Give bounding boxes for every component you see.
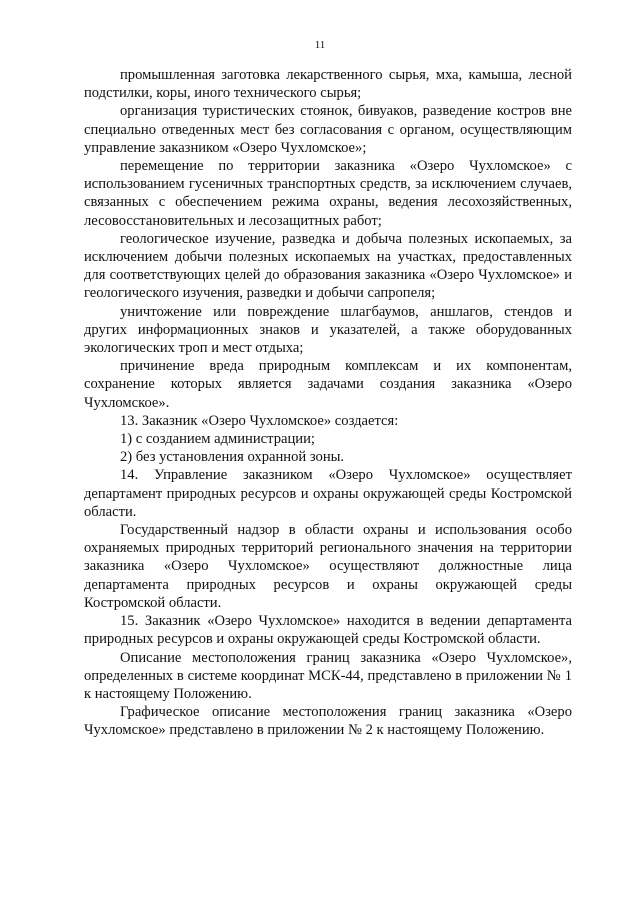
paragraph-graphic-description: Графическое описание местоположения границ заказника «Озеро Чухломское» представлено в приложении № 2 к настоящему Положению.	[84, 704, 572, 739]
paragraph-natural-harm: причинение вреда природным комплексам и их компонентам, сохранение которых является задачами создания заказника «Озеро Чухломское».	[84, 358, 572, 411]
paragraph-item-13: 13. Заказник «Озеро Чухломское» создается:	[120, 412, 399, 429]
paragraph-harvesting: промышленная заготовка лекарственного сырья, мха, камыша, лесной подстилки, коры, иного технического сырья;	[84, 67, 572, 102]
paragraph-boundary-description: Описание местоположения границ заказника «Озеро Чухломское», определенных в системе координат МСК-44, представлено в приложении № 1 к настоящему Положению.	[84, 649, 572, 702]
paragraph-state-supervision: Государственный надзор в области охраны и использования особо охраняемых природных территорий регионального значения на территории заказника «Озеро Чухломское» осуществляют должностные лица департамента природных ресурсов и охраны окружающей среды Костромской области.	[84, 522, 572, 611]
paragraph-item-15: 15. Заказник «Озеро Чухломское» находится в ведении департамента природных ресурсов и охраны окружающей среды Костромской области.	[84, 613, 572, 648]
paragraph-sign-damage: уничтожение или повреждение шлагбаумов, аншлагов, стендов и других информационных знаков и указателей, а также оборудованных экологических троп и мест отдыха;	[84, 303, 572, 357]
paragraph-item-13-1: 1) с созданием администрации;	[120, 431, 315, 448]
document-body	[84, 66, 572, 740]
paragraph-tourist-camps: организация туристических стоянок, бивуаков, разведение костров вне специально отведенных мест без согласования с органом, осуществляющим управление заказником «Озеро Чухломское»;	[84, 103, 572, 156]
paragraph-item-13-2: 2) без установления охранной зоны.	[120, 449, 345, 466]
paragraph-tracked-vehicles: перемещение по территории заказника «Озеро Чухломское» с использованием гусеничных транспортных средств, за исключением случаев, связанных с обеспечением режима охраны, ведения лесохозяйственных, лесовосстановительных и лесозащитных работ;	[84, 158, 572, 229]
page-number: 11	[314, 39, 326, 51]
paragraph-item-14: 14. Управление заказником «Озеро Чухломское» осуществляет департамент природных ресурсов и охраны окружающей среды Костромской области.	[84, 467, 572, 520]
paragraph-geological-study: геологическое изучение, разведка и добыча полезных ископаемых, за исключением добычи полезных ископаемых на участках, предоставленных для соответствующих целей до образования заказника «Озеро Чухломское» и геологического изучения, разведки и добычи сапропеля;	[84, 230, 572, 302]
